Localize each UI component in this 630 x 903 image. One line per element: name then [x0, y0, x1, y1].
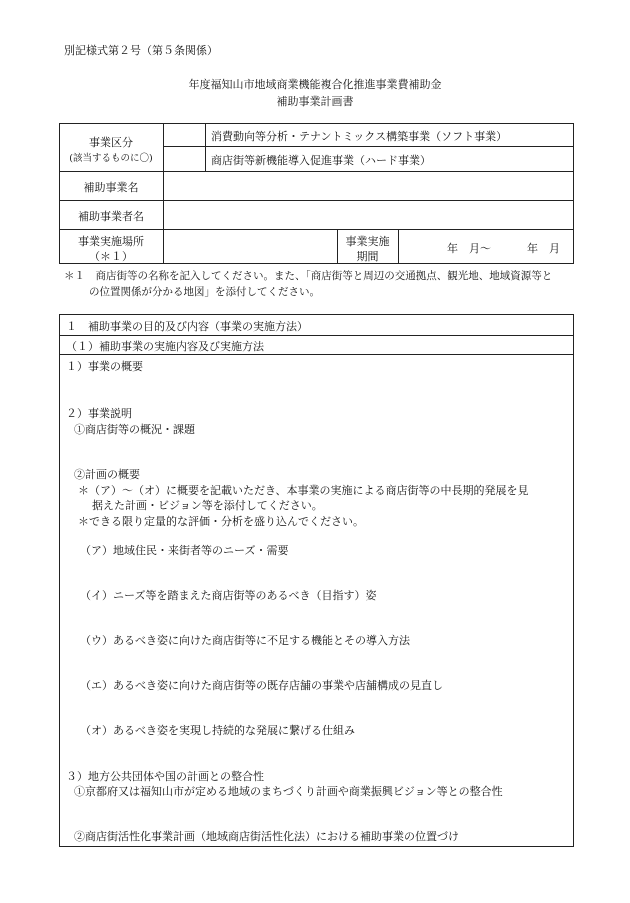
plan-divider [59, 354, 574, 355]
note-2: ＊できる限り定量的な評価・分析を盛り込んでください。 [78, 515, 364, 528]
section-heading: １ 補助事業の目的及び内容（事業の実施方法） [66, 320, 308, 333]
sub-item-a: （ア）地域住民・来街者等のニーズ・需要 [80, 544, 289, 557]
period-label: 事業実施 [345, 235, 390, 248]
overview-heading: １）事業の概要 [66, 360, 143, 373]
category-check-hard[interactable] [166, 151, 202, 167]
consistency-item-1: ①京都府又は福知山市が定める地域のまちづくり計画や商業振興ビジョン等との整合性 [74, 785, 503, 798]
location-label: 事業実施場所 [78, 235, 144, 248]
form-number: 別記様式第２号（第５条関係） [64, 44, 218, 57]
document-title: 年度福知山市地域商業機能複合化推進事業費補助金 [188, 78, 442, 91]
subsection-heading: （１）補助事業の実施内容及び実施方法 [66, 340, 264, 353]
table-divider [59, 171, 574, 172]
table-divider [163, 123, 164, 264]
consistency-heading: ３）地方公共団体や国の計画との整合性 [66, 770, 264, 783]
category-option-soft: 消費動向等分析・テナントミックス構築事業（ソフト事業） [211, 130, 508, 143]
category-sublabel: (該当するものに〇) [69, 153, 153, 164]
table-divider [59, 200, 574, 201]
category-check-soft[interactable] [166, 127, 202, 143]
footnote-line-1: ＊１ 商店街等の名称を記入してください。また、「商店街等と周辺の交通拠点、観光地、地域資源等と [64, 270, 553, 282]
sub-item-i: （イ）ニーズ等を踏まえた商店街等のあるべき（目指す）姿 [80, 589, 377, 602]
consistency-item-2: ②商店街活性化事業計画（地域商店街活性化法）における補助事業の位置づけ [74, 830, 459, 843]
location-note-ref: （＊１） [89, 250, 133, 263]
note-1-line-1: ＊（ア）〜（オ）に概要を記載いただき、本事業の実施による商店街等の中長期的発展を見 [78, 484, 529, 497]
note-1-line-2: 据えた計画・ビジョン等を添付してください。 [92, 499, 323, 512]
category-option-hard: 商店街等新機能導入促進事業（ハード事業） [211, 154, 431, 167]
period-to[interactable]: 年 月 [527, 242, 560, 255]
period-from[interactable]: 年 月〜 [447, 242, 491, 255]
sub-item-e: （エ）あるべき姿に向けた商店街等の既存店舗の事業や店舗構成の見直し [80, 679, 443, 692]
category-label: 事業区分 [89, 136, 133, 149]
item-2: ②計画の概要 [74, 468, 140, 481]
explanation-heading: ２）事業説明 [66, 407, 132, 420]
project-name-label: 補助事業名 [83, 181, 139, 194]
table-divider [59, 229, 574, 230]
project-name-field[interactable] [166, 174, 571, 197]
sub-item-o: （オ）あるべき姿を実現し持続的な発展に繋げる仕組み [80, 724, 355, 737]
table-divider [205, 123, 206, 171]
plan-divider [59, 335, 574, 336]
operator-name-label: 補助事業者名 [78, 210, 144, 223]
operator-name-field[interactable] [166, 203, 571, 226]
table-divider [398, 229, 399, 264]
location-field[interactable] [166, 232, 334, 261]
document-subtitle: 補助事業計画書 [276, 95, 354, 108]
period-label-2: 期間 [356, 250, 379, 263]
item-1: ①商店街等の概況・課題 [74, 423, 195, 436]
footnote-line-2: の位置関係が分かる地図」を添付してください。 [89, 286, 320, 298]
table-divider [163, 146, 574, 147]
sub-item-u: （ウ）あるべき姿に向けた商店街等に不足する機能とその導入方法 [80, 634, 410, 647]
